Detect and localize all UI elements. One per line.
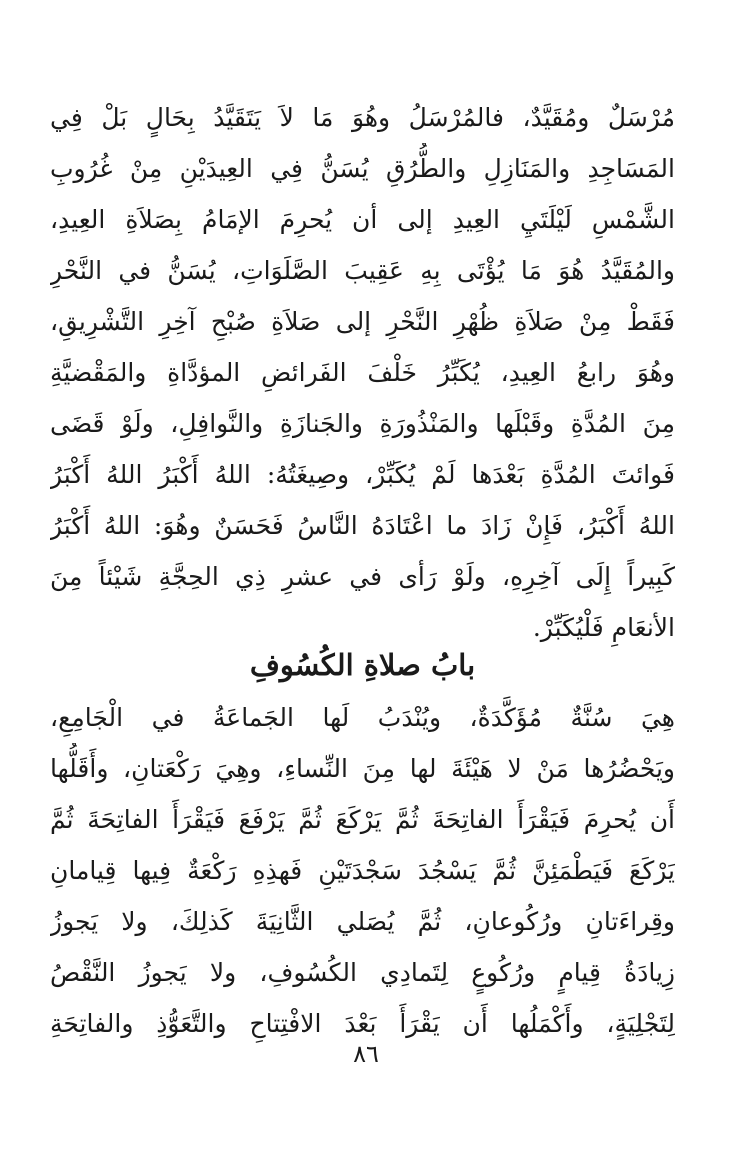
text-line: يَرْكَعَ فَيَطْمَئِنَّ ثُمَّ يَسْجُدَ سَجْدَتَيْنِ فَهذِهِ رَكْعَةٌ فِيها قِيامانِ [50, 856, 675, 885]
text-line: كَبِيراً إِلَى آخِرِهِ، ولَوْ رَأى في عشرِ ذِي الحِجَّةِ شَيْئاً مِنَ [50, 562, 675, 591]
text-line: زِيادَةُ قِيامٍ ورُكُوعٍ لِتَمادِي الكُسُوفِ، ولا يَجوزُ النَّقْصُ [50, 958, 675, 987]
text-line: أَن يُحرِمَ فَيَقْرَأَ الفاتِحَةَ ثُمَّ يَرْكَعَ ثُمَّ يَرْفَعَ فَيَقْرَأَ الفاتِحَةَ ثُمَّ [50, 805, 675, 834]
text-line: اللهُ أَكْبَرُ، فَإِنْ زَادَ ما اعْتَادَهُ النَّاسُ فَحَسَنٌ وهُوَ: اللهُ أَكْبَرُ [50, 511, 675, 540]
text-line: الشَّمْسِ لَيْلَتَيِ العِيدِ إلى أن يُحرِمَ الإمَامُ بِصَلاَةِ العِيدِ، [50, 205, 675, 234]
takbir-section-text [50, 92, 675, 653]
text-line: لِتَجْلِيَةٍ، وأَكْمَلُها أَن يَقْرَأَ بَعْدَ الافْتِتاحِ والتَّعَوُّذِ والفاتِحَةِ [50, 1009, 675, 1038]
text-line: المَسَاجِدِ والمَنَازِلِ والطُّرُقِ يُسَنُّ فِي العِيدَيْنِ مِنْ غُرُوبِ [50, 154, 675, 183]
text-line: الأنعَامِ فَلْيُكَبِّرْ. [532, 613, 675, 642]
text-line: مِنَ المُدَّةِ وقَبْلَها والمَنْذُورَةِ والجَنازَةِ والنَّوافِلِ، ولَوْ قَضَى [50, 409, 675, 438]
text-line: هِيَ سُنَّةٌ مُؤَكَّدَةٌ، ويُنْدَبُ لَها الجَماعَةُ في الْجَامِعِ، [50, 703, 675, 732]
text-line: فَقَطْ مِنْ صَلاَةِ ظُهْرِ النَّحْرِ إلى صَلاَةِ صُبْحِ آخِرِ التَّشْرِيقِ، [50, 307, 675, 336]
text-line: فَوائتَ المُدَّةِ بَعْدَها لَمْ يُكَبِّرْ، وصِيغَتُهُ: اللهُ أَكْبَرُ اللهُ أَكْبَرُ [50, 460, 675, 489]
text-line: والمُقَيَّدُ هُوَ مَا يُؤْتَى بِهِ عَقِيبَ الصَّلَوَاتِ، يُسَنُّ في النَّحْرِ [50, 256, 675, 285]
page-number: ٨٦ [353, 1040, 379, 1068]
text-line: وهُوَ رابعُ العِيدِ، يُكَبِّرُ خَلْفَ الفَرائضِ المؤدَّاةِ والمَقْضيَّةِ [50, 358, 675, 387]
text-line: وقِراءَتانِ ورُكُوعانِ، ثُمَّ يُصَلي الثَّانِيَةَ كَذلِكَ، ولا يَجوزُ [50, 907, 675, 936]
text-line: ويَحْضُرُها مَنْ لا هَيْئَةَ لها مِنَ النِّساءِ، وهِيَ رَكْعَتانِ، وأَقَلُّها [50, 754, 675, 783]
chapter-heading: بابُ صلاةِ الكُسُوفِ [249, 648, 476, 682]
text-line: مُرْسَلٌ ومُقَيَّدٌ، فالمُرْسَلُ وهُوَ مَا لاَ يَتَقَيَّدُ بِحَالٍ بَلْ فِي [50, 103, 675, 132]
eclipse-prayer-section-text [50, 692, 675, 1049]
